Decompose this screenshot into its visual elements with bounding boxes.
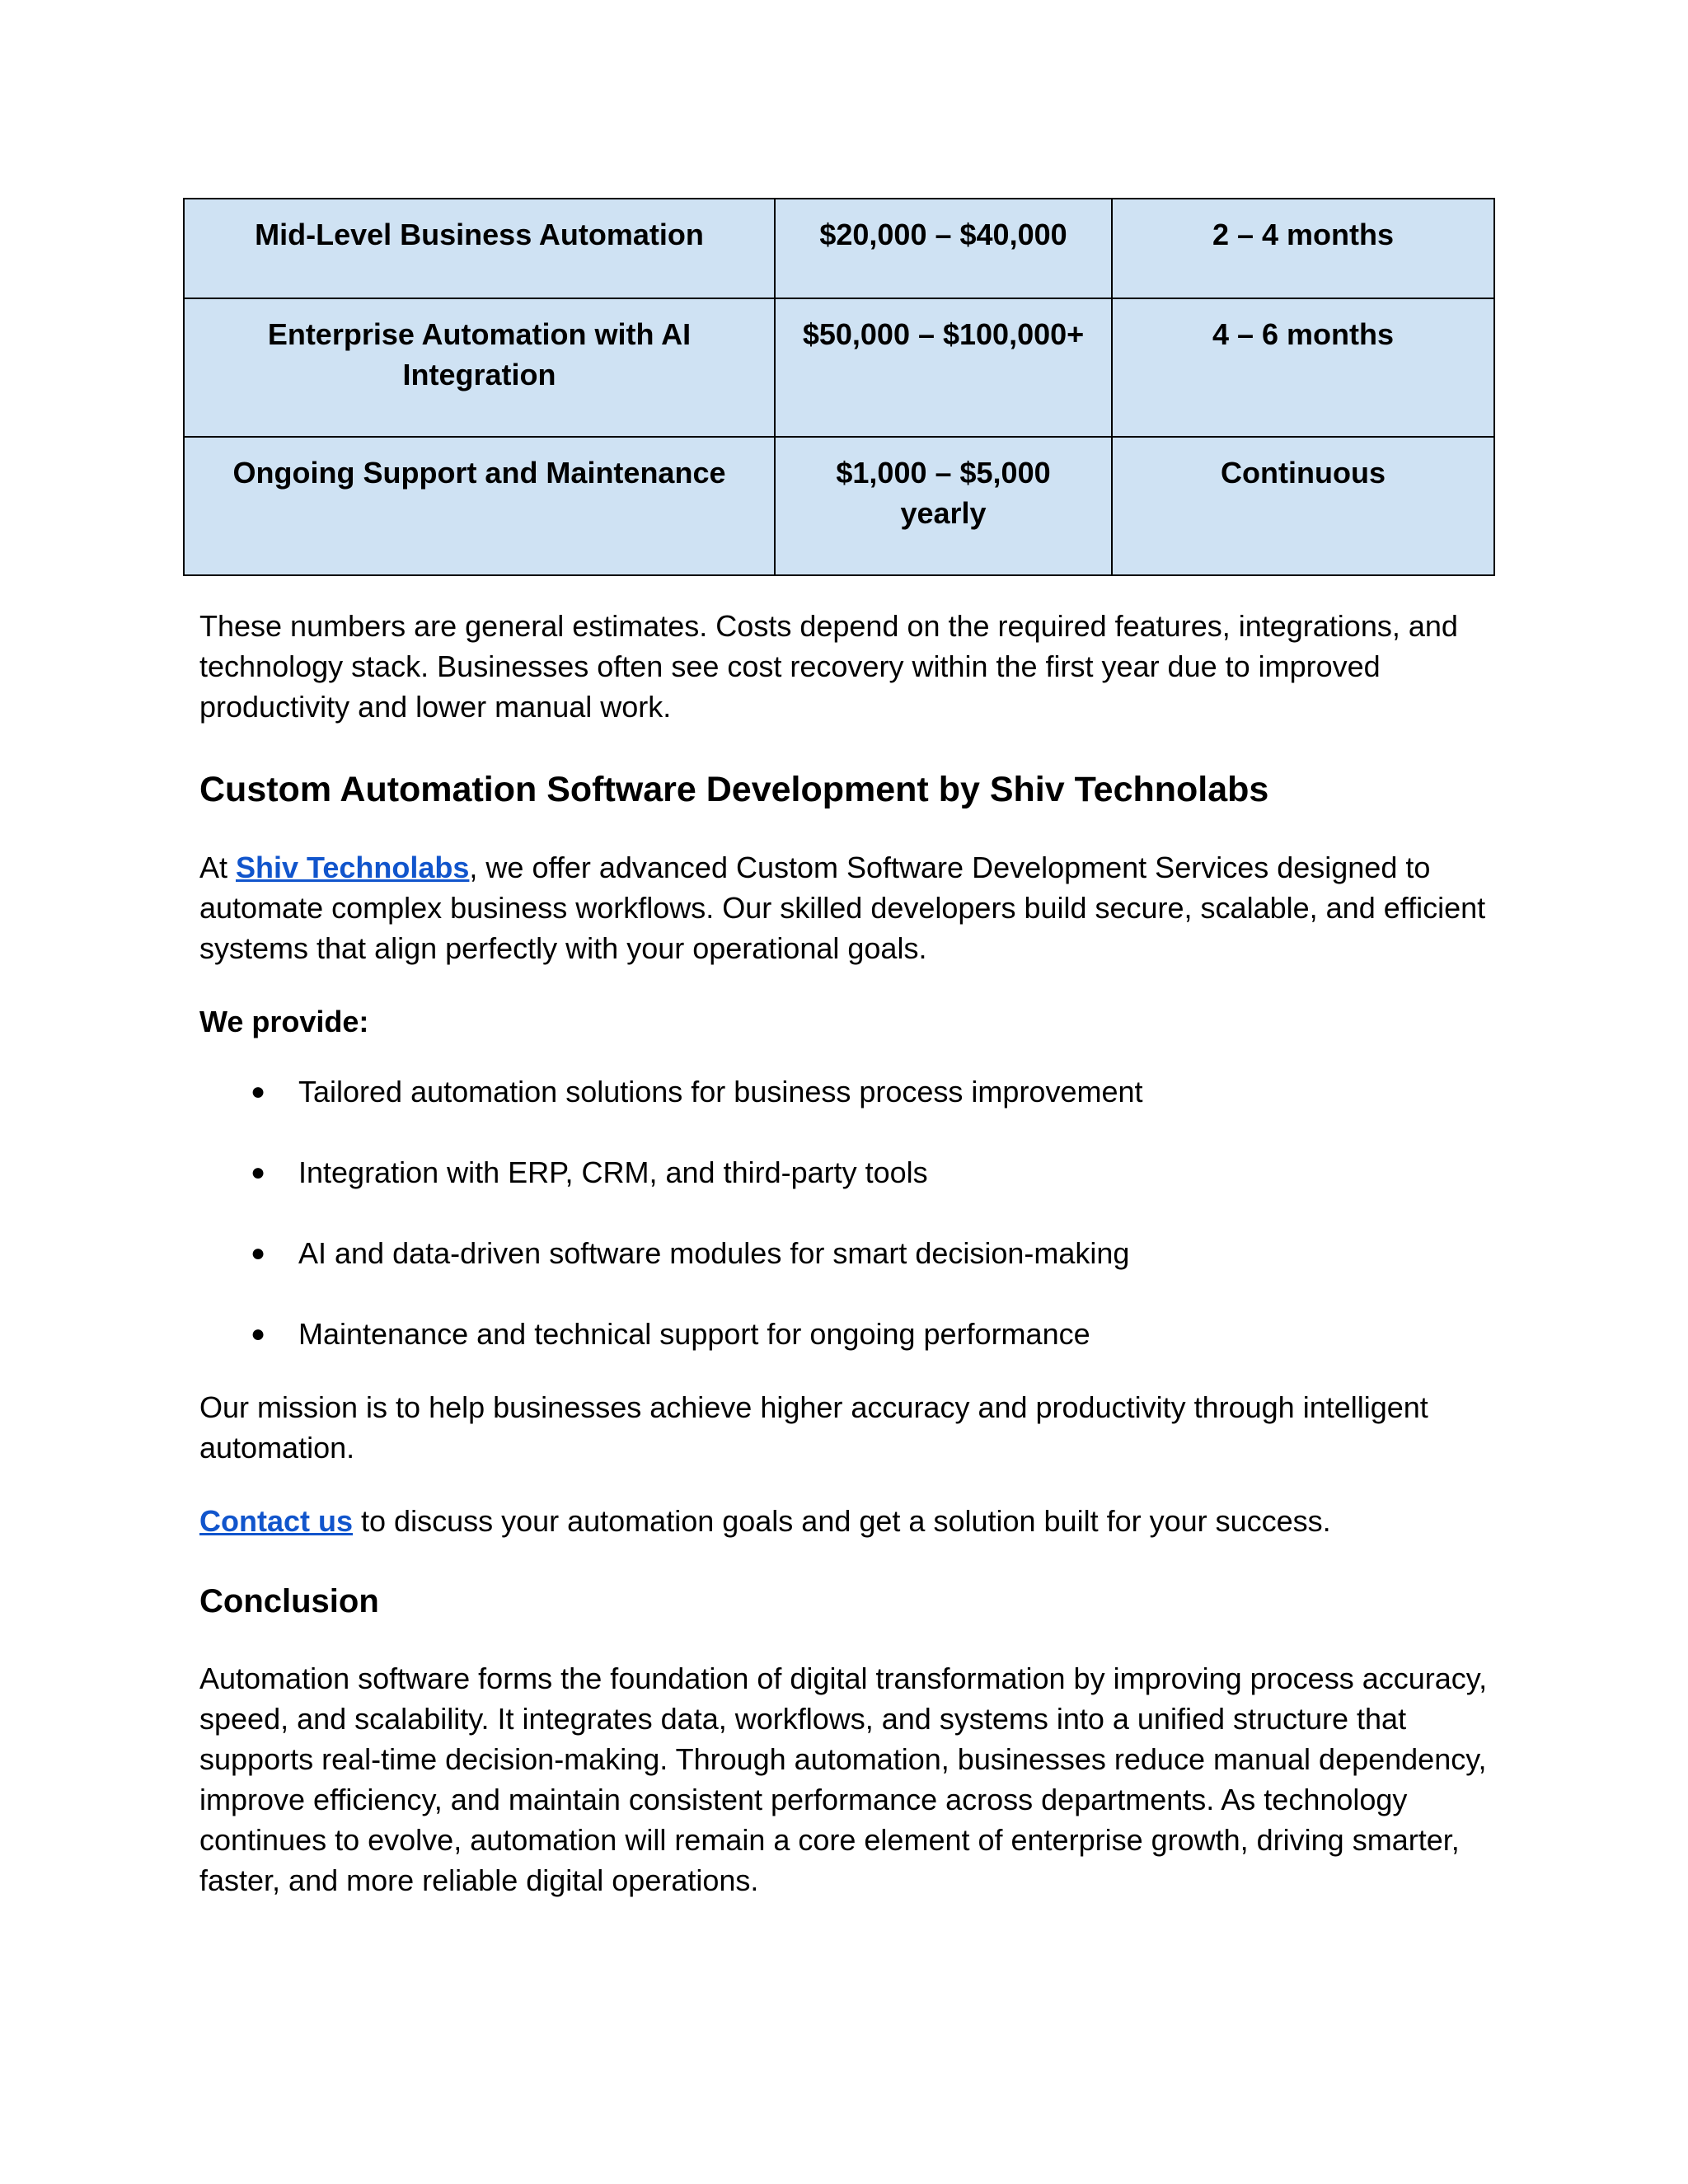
contact-us-link[interactable]: Contact us [199,1504,354,1538]
table-cell-cost: $20,000 – $40,000 [775,199,1112,298]
bullet-icon: ● [251,1240,266,1267]
services-list [199,1071,1510,1354]
list-item-text: AI and data-driven software modules for smart decision-making [298,1236,1130,1270]
provide-label: We provide: [199,1005,369,1038]
list-item [199,1314,1510,1354]
list-item [199,1071,1510,1112]
cost-table [183,198,1495,576]
services-paragraph-suffix: , we offer advanced Custom Software Development Services designed to automate complex business workflows. Our skilled developers build secure, scalable, and efficient systems that align perfectly with your operational goals. [199,851,1486,965]
contact-paragraph [199,1501,1510,1541]
services-paragraph [199,847,1510,968]
conclusion-paragraph: Automation software forms the foundation of digital transformation by improving process accuracy, speed, and scalability. It integrates data, workflows, and systems into a unified structure that supports real-time decision-making. Through automation, businesses reduce manual dependency, improve efficiency, and maintain consistent performance across departments. As technology continues to evolve, automation will remain a core element of enterprise growth, driving smarter, faster, and more reliable digital operations. [199,1661,1488,1897]
contact-paragraph-suffix: to discuss your automation goals and get a solution built for your success. [353,1504,1331,1538]
shiv-technolabs-link[interactable]: Shiv Technolabs [236,851,470,884]
table-row [184,437,1494,575]
table-cell-solution: Enterprise Automation with AI Integration [184,298,775,437]
conclusion-heading: Conclusion [199,1583,379,1619]
bullet-icon: ● [251,1159,266,1186]
table-cell-cost: $1,000 – $5,000 yearly [775,437,1112,575]
list-item-text: Maintenance and technical support for ongoing performance [298,1317,1090,1351]
bullet-icon: ● [251,1078,266,1105]
services-heading: Custom Automation Software Development by Shiv Technolabs [199,770,1269,809]
table-cell-timeline: 2 – 4 months [1112,199,1494,298]
list-item [199,1233,1510,1273]
estimates-paragraph: These numbers are general estimates. Costs depend on the required features, integrations, and technology stack. Businesses often see cost recovery within the first year due to improved productivity and lower manual work. [199,609,1458,724]
table-cell-solution: Ongoing Support and Maintenance [184,437,775,575]
table-row [184,298,1494,437]
table-row [184,199,1494,298]
mission-paragraph: Our mission is to help businesses achieve higher accuracy and productivity through intelligent automation. [199,1390,1428,1465]
table-cell-cost: $50,000 – $100,000+ [775,298,1112,437]
list-item-text: Integration with ERP, CRM, and third-party tools [298,1155,928,1189]
bullet-icon: ● [251,1320,266,1347]
document-body [199,606,1510,1900]
list-item-text: Tailored automation solutions for business process improvement [298,1075,1143,1108]
services-paragraph-prefix: At [199,851,237,884]
table-cell-timeline: 4 – 6 months [1112,298,1494,437]
list-item [199,1152,1510,1193]
table-cell-solution: Mid-Level Business Automation [184,199,775,298]
table-cell-timeline: Continuous [1112,437,1494,575]
